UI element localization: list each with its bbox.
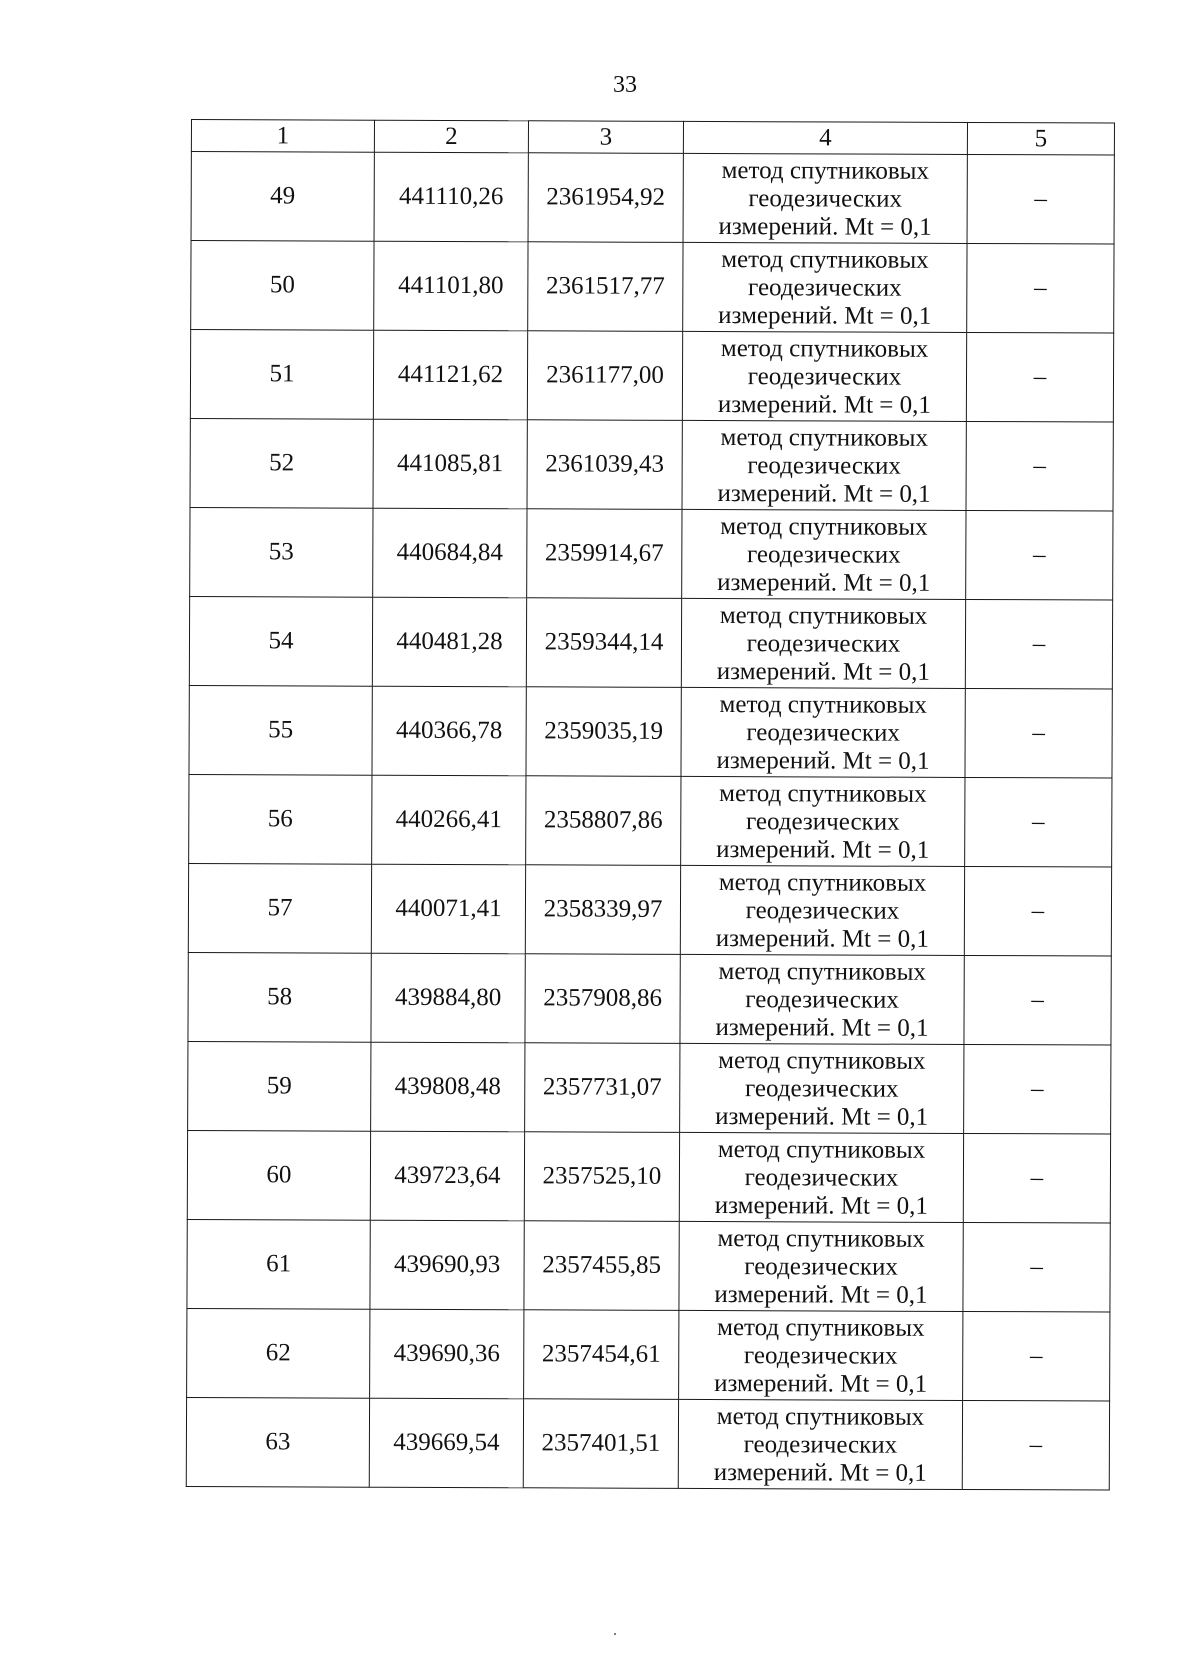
y-coordinate-cell: 2361954,92 [528, 153, 683, 243]
method-cell [682, 509, 966, 599]
table-row [188, 1041, 1111, 1134]
method-line: измерений. Mt = 0,1 [714, 1192, 928, 1220]
method-cell [683, 153, 967, 243]
y-coordinate-cell: 2359344,14 [526, 598, 681, 688]
method-line: геодезических [745, 986, 899, 1014]
method-line: метод спутниковых [721, 246, 929, 274]
note-cell: – [967, 154, 1114, 244]
x-coordinate-cell: 440266,41 [372, 775, 526, 865]
note-cell: – [965, 599, 1112, 689]
method-line: измерений. Mt = 0,1 [717, 480, 931, 508]
method-line: метод спутниковых [719, 602, 928, 630]
note-cell: – [963, 1133, 1110, 1223]
column-header-5: 5 [967, 122, 1114, 155]
method-line: измерений. Mt = 0,1 [714, 1281, 928, 1309]
point-number-cell: 60 [187, 1130, 370, 1220]
method-cell [682, 420, 966, 510]
note-cell: – [964, 955, 1111, 1045]
table-row [186, 1397, 1109, 1490]
table-row [188, 952, 1111, 1045]
point-number-cell: 54 [189, 596, 372, 686]
x-coordinate-cell: 439723,64 [370, 1131, 524, 1221]
x-coordinate-cell: 441101,80 [374, 241, 528, 331]
method-line: геодезических [747, 363, 902, 391]
method-cell [678, 1399, 962, 1489]
method-line: геодезических [744, 1253, 898, 1281]
method-line: измерений. Mt = 0,1 [718, 213, 932, 241]
table-body [186, 152, 1114, 1491]
y-coordinate-cell: 2361039,43 [527, 420, 682, 510]
method-line: метод спутниковых [719, 780, 927, 808]
method-line: геодезических [746, 630, 901, 658]
y-coordinate-cell: 2357401,51 [523, 1399, 678, 1489]
method-line: метод спутниковых [717, 1136, 926, 1164]
method-cell [680, 1043, 964, 1133]
point-number-cell: 51 [190, 330, 373, 420]
column-header-4: 4 [683, 121, 967, 154]
point-number-cell: 53 [190, 507, 373, 597]
y-coordinate-cell: 2359035,19 [526, 687, 681, 777]
table-row [190, 330, 1113, 423]
method-line: измерений. Mt = 0,1 [714, 1370, 928, 1398]
method-line: метод спутниковых [717, 1314, 925, 1342]
method-line: измерений. Mt = 0,1 [716, 836, 930, 864]
method-line: измерений. Mt = 0,1 [715, 925, 929, 953]
method-line: метод спутниковых [716, 1403, 925, 1431]
table-row [189, 774, 1112, 867]
table-header-row [191, 120, 1114, 156]
method-line: геодезических [748, 274, 902, 302]
x-coordinate-cell: 439690,36 [370, 1309, 524, 1399]
note-cell: – [963, 1222, 1110, 1312]
method-line: измерений. Mt = 0,1 [717, 391, 931, 419]
x-coordinate-cell: 441121,62 [373, 330, 527, 420]
table-row [187, 1130, 1110, 1223]
column-header-1: 1 [191, 120, 374, 153]
y-coordinate-cell: 2357454,61 [524, 1310, 679, 1400]
method-line: геодезических [748, 185, 903, 213]
table-row [187, 1219, 1110, 1312]
method-cell [681, 776, 965, 866]
note-cell: – [965, 777, 1112, 867]
method-line: метод спутниковых [717, 1225, 925, 1253]
method-line: метод спутниковых [721, 157, 930, 185]
method-cell [679, 1132, 963, 1222]
point-number-cell: 61 [187, 1219, 370, 1309]
x-coordinate-cell: 439669,54 [369, 1398, 523, 1488]
method-line: метод спутниковых [720, 424, 929, 452]
point-number-cell: 63 [186, 1397, 369, 1487]
column-header-2: 2 [374, 120, 528, 153]
method-line: измерений. Mt = 0,1 [713, 1459, 927, 1487]
method-cell [680, 865, 964, 955]
method-cell [683, 242, 967, 332]
method-cell [682, 331, 966, 421]
method-line: измерений. Mt = 0,1 [716, 658, 930, 686]
x-coordinate-cell: 440684,84 [373, 508, 527, 598]
method-line: измерений. Mt = 0,1 [715, 1103, 929, 1131]
method-line: геодезических [745, 897, 900, 925]
method-line: геодезических [744, 1075, 899, 1103]
method-line: геодезических [743, 1342, 898, 1370]
coordinates-table [186, 119, 1115, 1491]
y-coordinate-cell: 2357908,86 [525, 954, 680, 1044]
note-cell: – [962, 1400, 1109, 1490]
table-row [190, 418, 1113, 511]
y-coordinate-cell: 2357455,85 [524, 1221, 679, 1311]
x-coordinate-cell: 440071,41 [371, 864, 525, 954]
point-number-cell: 52 [190, 418, 373, 508]
method-line: геодезических [744, 1164, 899, 1192]
table-row [190, 507, 1113, 600]
table-row [189, 596, 1112, 689]
note-cell: – [965, 688, 1112, 778]
point-number-cell: 62 [187, 1308, 370, 1398]
x-coordinate-cell: 440366,78 [372, 686, 526, 776]
point-number-cell: 55 [189, 685, 372, 775]
method-line: метод спутниковых [718, 958, 926, 986]
page-number: 33 [613, 72, 637, 98]
point-number-cell: 56 [189, 774, 372, 864]
y-coordinate-cell: 2357731,07 [525, 1043, 680, 1133]
y-coordinate-cell: 2358807,86 [526, 776, 681, 866]
method-cell [681, 687, 965, 777]
note-cell: – [966, 332, 1113, 422]
point-number-cell: 50 [191, 241, 374, 331]
table-row [188, 863, 1111, 956]
method-line: геодезических [746, 541, 901, 569]
scan-speck [614, 1633, 616, 1635]
note-cell: – [964, 1044, 1111, 1134]
method-line: измерений. Mt = 0,1 [718, 302, 932, 330]
method-line: метод спутниковых [719, 691, 928, 719]
method-cell [681, 598, 965, 688]
note-cell: – [963, 1311, 1110, 1401]
x-coordinate-cell: 441110,26 [374, 152, 528, 242]
method-line: геодезических [743, 1431, 898, 1459]
x-coordinate-cell: 440481,28 [372, 597, 526, 687]
column-header-3: 3 [528, 121, 683, 154]
method-line: метод спутниковых [720, 513, 928, 541]
table-row [191, 152, 1114, 245]
method-cell [680, 954, 964, 1044]
note-cell: – [966, 510, 1113, 600]
table-row [191, 241, 1114, 334]
y-coordinate-cell: 2361177,00 [527, 331, 682, 421]
table-row [189, 685, 1112, 778]
point-number-cell: 49 [191, 152, 374, 242]
method-line: геодезических [745, 808, 900, 836]
point-number-cell: 58 [188, 952, 371, 1042]
point-number-cell: 57 [188, 863, 371, 953]
y-coordinate-cell: 2361517,77 [528, 242, 683, 332]
point-number-cell: 59 [188, 1041, 371, 1131]
note-cell: – [967, 243, 1114, 333]
method-line: геодезических [746, 719, 900, 747]
x-coordinate-cell: 439808,48 [371, 1042, 525, 1132]
method-cell [679, 1221, 963, 1311]
method-cell [679, 1310, 963, 1400]
method-line: геодезических [747, 452, 902, 480]
y-coordinate-cell: 2358339,97 [525, 865, 680, 955]
x-coordinate-cell: 439884,80 [371, 953, 525, 1043]
y-coordinate-cell: 2359914,67 [527, 509, 682, 599]
x-coordinate-cell: 441085,81 [373, 419, 527, 509]
method-line: измерений. Mt = 0,1 [716, 747, 930, 775]
y-coordinate-cell: 2357525,10 [524, 1132, 679, 1222]
method-line: метод спутниковых [718, 1047, 926, 1075]
method-line: измерений. Mt = 0,1 [717, 569, 931, 597]
method-line: метод спутниковых [720, 335, 929, 363]
note-cell: – [964, 866, 1111, 956]
note-cell: – [966, 421, 1113, 511]
table-row [187, 1308, 1110, 1401]
method-line: измерений. Mt = 0,1 [715, 1014, 929, 1042]
method-line: метод спутниковых [718, 869, 927, 897]
x-coordinate-cell: 439690,93 [370, 1220, 524, 1310]
